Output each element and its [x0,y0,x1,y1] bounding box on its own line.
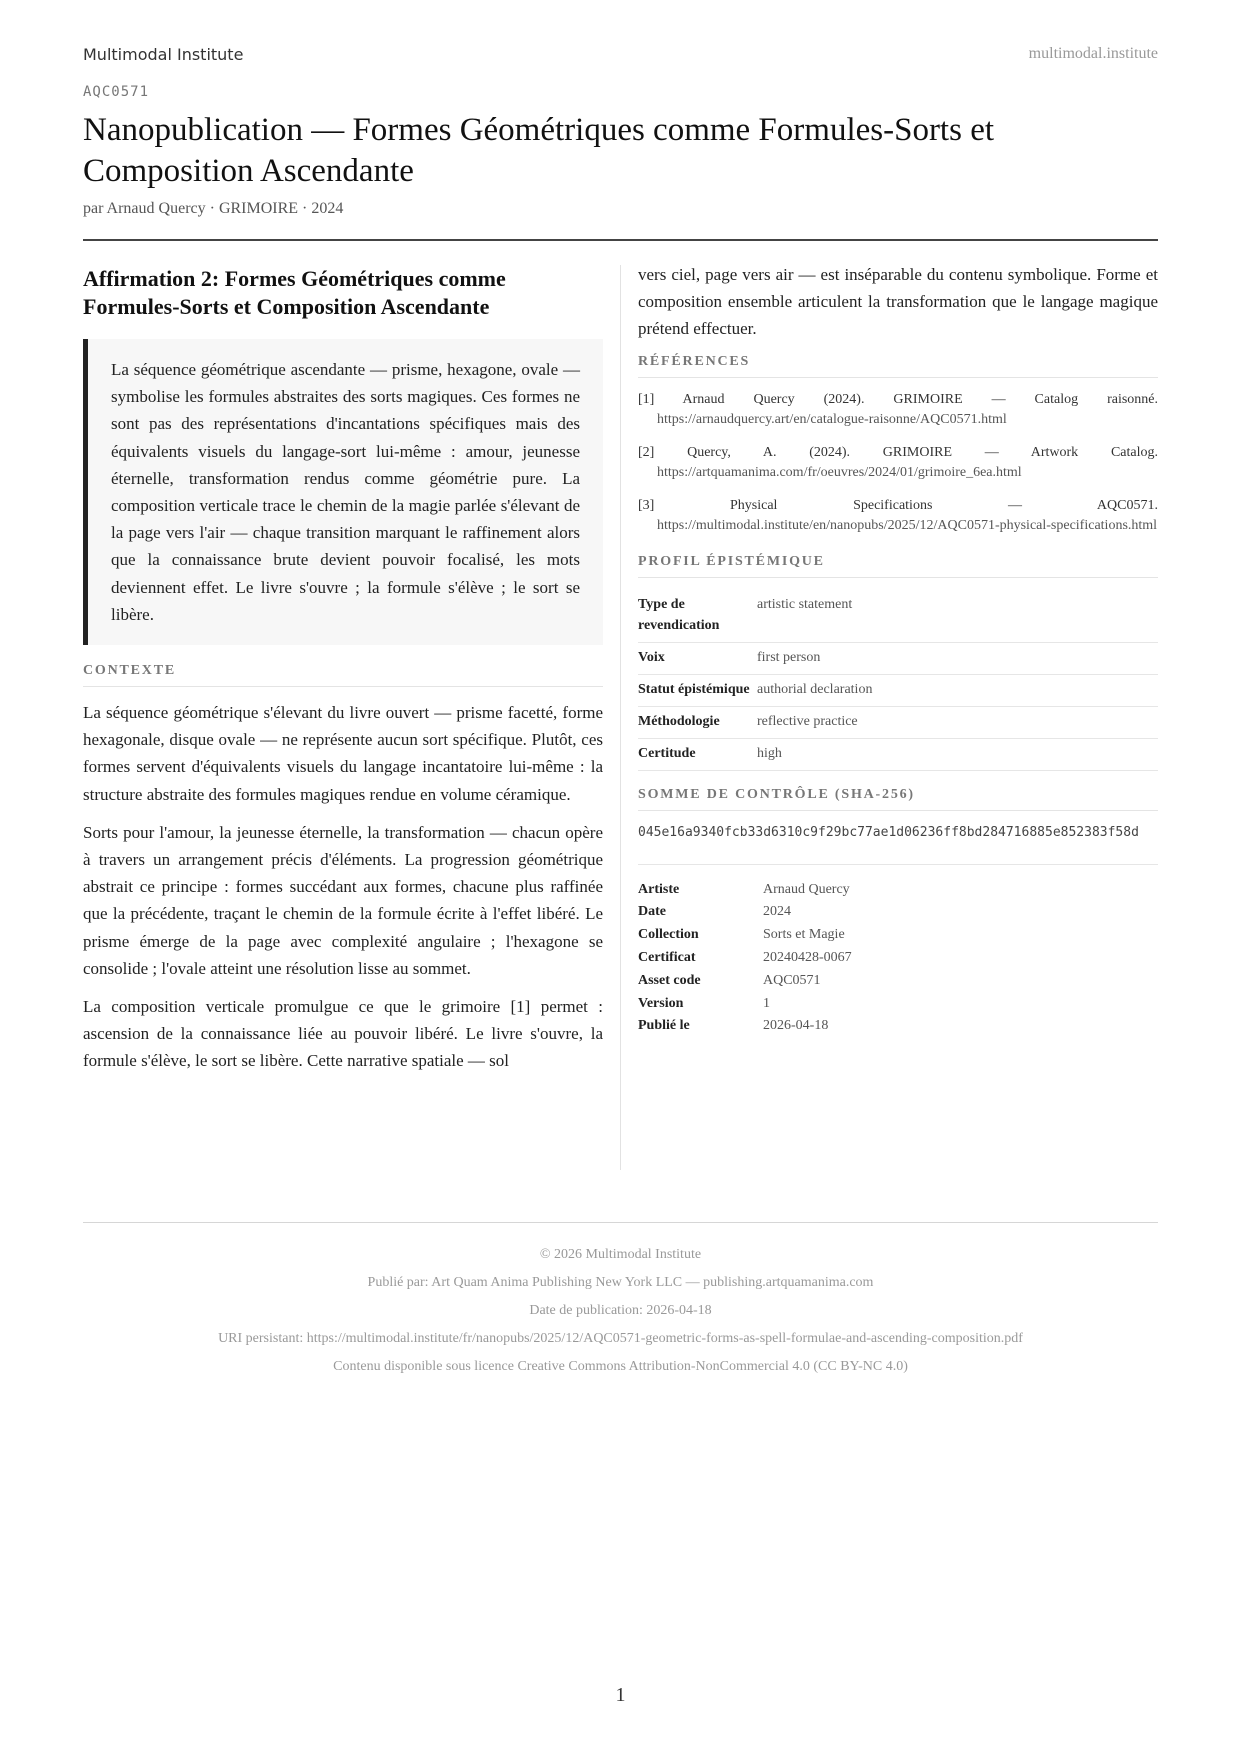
reference-text: [3] Physical Specifications — AQC0571. [638,497,1158,513]
table-row [638,642,1158,674]
reference-item [638,443,1158,483]
footer-persistent-uri[interactable]: URI persistant: https://multimodal.institute/fr/nanopubs/2025/12/AQC0571-geometric-forms-as-spell-formulae-and-ascending-composition.pdf [218,1331,1023,1346]
metadata-key: Certificat [638,950,696,965]
footer-publication-date: Date de publication: 2026-04-18 [529,1303,712,1318]
metadata-value: 2026-04-18 [763,1018,829,1034]
table-row [638,924,852,947]
metadata-value: Arnaud Quercy [763,881,850,897]
context-paragraph: Sorts pour l'amour, la jeunesse éternelle, la transformation — chacun opère à travers un arrangement précis d'éléments. La progression géométrique abstrait ce principe : formes succédant aux formes, chacune plus raffinée que la précédente, traçant le chemin de la formule écrite à l'effet libéré. Le prisme émerge de la page avec complexité angulaire ; l'hexagone se consolide ; l'ovale atteint une résolution lisse au sommet. [83,822,603,978]
column-divider [620,265,621,1170]
claim-heading: Affirmation 2: Formes Géométriques comme Formules-Sorts et Composition Ascendante [83,266,506,319]
metadata-value: Sorts et Magie [763,927,845,943]
context-paragraph: La composition verticale promulgue ce que le grimoire [1] permet : ascension de la connaissance liée au pouvoir libéré. Le livre s'ouvre, la formule s'élève, le sort se libère. Cette narrative spatiale — sol [83,997,603,1071]
page-number: 1 [615,1684,626,1706]
epistemic-profile-table [638,590,1158,771]
metadata-key: Date [638,904,666,920]
profile-value: authorial declaration [757,674,1158,706]
page-footer [83,1241,1158,1381]
reference-link[interactable]: https://arnaudquercy.art/en/catalogue-raisonne/AQC0571.html [657,411,1007,427]
metadata-table [638,879,852,1039]
table-row [638,738,1158,770]
page-header [83,45,1158,69]
reference-item [638,390,1158,430]
profile-value: first person [757,642,1158,674]
claim-quote: La séquence géométrique ascendante — prisme, hexagone, ovale — symbolise les formules abstraites des sorts magiques. Ces formes ne sont pas des représentations d'incantations spécifiques mais des équivalents visuels du langage-sort lui-même : amour, jeunesse éternelle, transformation rendus comme géométrie pure. La composition verticale trace le chemin de la magie parlée s'élevant de la page vers l'air — chaque transition marquant le raffinement alors que la connaissance brute devient pouvoir focalisé, les mots deviennent effet. Le livre s'ouvre ; la formule s'élève ; le sort se libère. [83,339,603,645]
metadata-key: Version [638,995,684,1011]
metadata-value: 1 [763,995,770,1011]
table-row [638,674,1158,706]
institute-name: Multimodal Institute [83,45,244,64]
left-column [83,265,603,1086]
metadata-value: 20240428-0067 [763,950,852,965]
page-title: Nanopublication — Formes Géométriques comme Formules-Sorts et Composition Ascendante [83,112,995,189]
epistemic-profile-label: PROFIL ÉPISTÉMIQUE [638,554,1158,578]
profile-key: Méthodologie [638,706,757,738]
profile-value: high [757,738,1158,770]
profile-value: artistic statement [757,590,1158,643]
profile-key: Statut épistémique [638,674,757,706]
footer-divider [83,1222,1158,1223]
profile-key: Certitude [638,738,757,770]
table-row [638,706,1158,738]
reference-list [638,390,1158,536]
metadata-key: Artiste [638,881,680,897]
table-row [638,947,852,970]
footer-copyright: © 2026 Multimodal Institute [539,1247,702,1262]
title-divider [83,239,1158,241]
context-paragraph-continued: vers ciel, page vers air — est inséparable du contenu symbolique. Forme et composition ensemble articulent la transformation que le langage magique prétend effectuer. [638,265,1158,339]
byline: par Arnaud Quercy · GRIMOIRE · 2024 [83,200,344,217]
metadata-value: 2024 [763,904,791,920]
reference-text: [2] Quercy, A. (2024). GRIMOIRE — Artwork Catalog. [638,444,1158,460]
metadata-key: Collection [638,927,699,943]
table-row [638,879,852,902]
profile-key: Voix [638,642,757,674]
metadata-key: Publié le [638,1018,690,1034]
profile-key: Type de revendication [638,590,757,643]
context-label: CONTEXTE [83,663,603,687]
table-row [638,1015,852,1038]
table-row [638,590,1158,643]
metadata-key: Asset code [638,972,701,988]
asset-code: AQC0571 [83,84,150,100]
profile-value: reflective practice [757,706,1158,738]
reference-link[interactable]: https://multimodal.institute/en/nanopubs/2025/12/AQC0571-physical-specifications.html [657,517,1158,533]
reference-item [638,496,1158,536]
metadata-value: AQC0571 [763,972,821,988]
right-column [638,265,1158,1038]
table-row [638,901,852,924]
checksum-value: 045e16a9340fcb33d6310c9f29bc77ae1d06236ff8bd284716885e852383f58d [638,823,1158,865]
table-row [638,993,852,1016]
footer-publisher: Publié par: Art Quam Anima Publishing New York LLC — publishing.artquamanima.com [367,1275,874,1290]
reference-text: [1] Arnaud Quercy (2024). GRIMOIRE — Catalog raisonné. [638,391,1158,407]
institute-site-link[interactable]: multimodal.institute [1028,45,1158,62]
table-row [638,970,852,993]
checksum-label: SOMME DE CONTRÔLE (SHA-256) [638,787,1158,811]
context-paragraph: La séquence géométrique s'élevant du livre ouvert — prisme facetté, forme hexagonale, disque ovale — ne représente aucun sort spécifique. Plutôt, ces formes servent d'équivalents visuels du langage incantatoire lui-même : la structure abstraite des formules magiques rendue en volume céramique. [83,703,603,804]
footer-license: Contenu disponible sous licence Creative Commons Attribution-NonCommercial 4.0 (CC BY-NC 4.0) [333,1359,908,1374]
references-label: RÉFÉRENCES [638,354,1158,378]
reference-link[interactable]: https://artquamanima.com/fr/oeuvres/2024/01/grimoire_6ea.html [657,464,1022,480]
